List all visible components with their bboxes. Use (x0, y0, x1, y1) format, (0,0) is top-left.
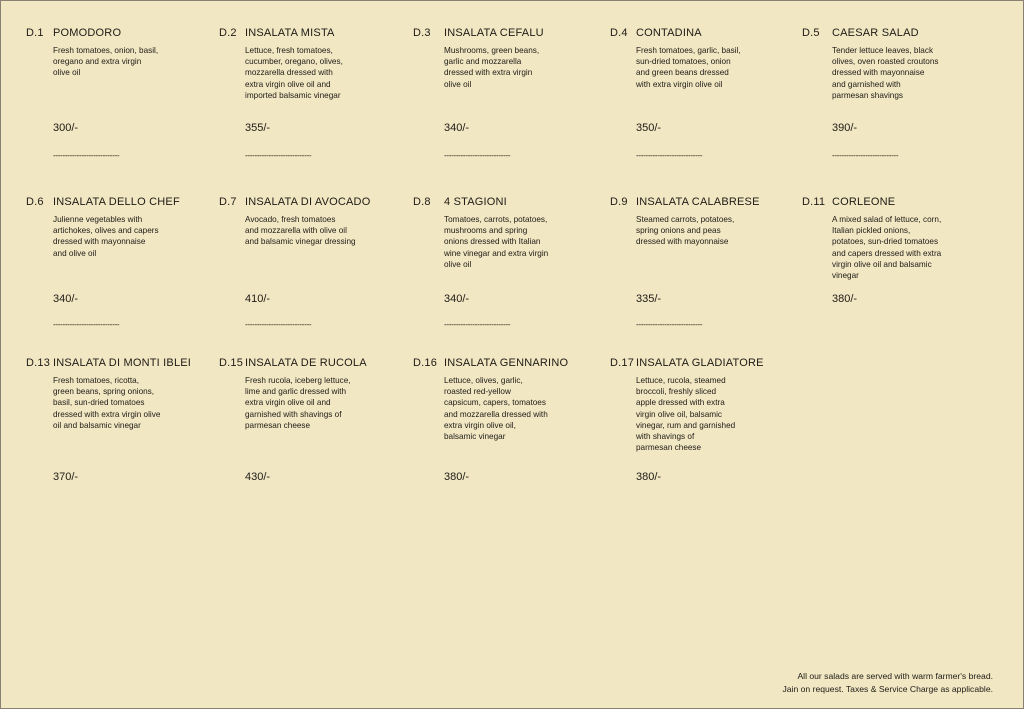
description-line: Fresh tomatoes, onion, basil, (53, 46, 159, 55)
item-price: 340/- (53, 293, 79, 305)
description-line: and green beans dressed (636, 68, 729, 78)
item-name: 4 STAGIONI (444, 196, 507, 208)
description-line: Avocado, fresh tomatoes (245, 215, 336, 224)
dashed-separator: ---------------------------- (636, 151, 703, 160)
item-code: D.3 (413, 27, 431, 39)
description-line: garnished with shavings of (245, 409, 342, 419)
description-line: Lettuce, fresh tomatoes, (245, 46, 333, 55)
description-line: and mozzarella with olive oil (245, 226, 347, 236)
item-description (636, 375, 735, 453)
item-price: 380/- (636, 471, 662, 483)
description-line: capsicum, capers, tomatoes (444, 398, 546, 408)
item-code: D.1 (26, 27, 44, 39)
item-name: INSALATA GENNARINO (444, 357, 569, 369)
dashed-separator: ---------------------------- (53, 320, 120, 329)
item-description (53, 214, 159, 259)
description-line: Lettuce, rucola, steamed (636, 376, 726, 385)
description-line: extra virgin olive oil and (245, 79, 331, 89)
description-line: roasted red-yellow (444, 387, 511, 397)
item-code: D.11 (802, 196, 826, 208)
description-line: A mixed salad of lettuce, corn, (832, 215, 942, 224)
item-description (444, 214, 548, 270)
item-code: D.4 (610, 27, 628, 39)
item-code: D.2 (219, 27, 237, 39)
description-line: lime and garlic dressed with (245, 387, 347, 397)
description-line: parmesan shavings (832, 90, 903, 100)
item-price: 340/- (444, 293, 470, 305)
item-name: INSALATA DELLO CHEF (53, 196, 180, 208)
description-line: imported balsamic vinegar (245, 90, 341, 100)
description-line: onions dressed with Italian (444, 237, 541, 247)
description-line: Tender lettuce leaves, black (832, 46, 934, 55)
item-code: D.6 (26, 196, 44, 208)
description-line: dressed with mayonnaise (53, 237, 146, 247)
item-name: POMODORO (53, 27, 122, 39)
footer-line-1: All our salads are served with warm farmer's bread. (797, 671, 993, 681)
item-price: 380/- (832, 293, 858, 305)
description-line: garlic and mozzarella (444, 57, 522, 67)
description-line: extra virgin olive oil, (444, 420, 516, 430)
item-price: 340/- (444, 122, 470, 134)
description-line: oregano and extra virgin (53, 57, 142, 67)
description-line: Julienne vegetables with (53, 215, 143, 224)
item-name: INSALATA MISTA (245, 27, 335, 39)
item-price: 370/- (53, 471, 79, 483)
description-line: basil, sun-dried tomatoes (53, 398, 145, 408)
item-name: CORLEONE (832, 196, 896, 208)
description-line: olive oil (53, 68, 81, 78)
description-line: parmesan cheese (245, 420, 311, 430)
item-name: INSALATA GLADIATORE (636, 357, 764, 369)
description-line: olive oil (444, 79, 472, 89)
description-line: dressed with mayonnaise (636, 237, 729, 247)
description-line: spring onions and peas (636, 226, 721, 236)
item-description (832, 214, 941, 281)
description-line: balsamic vinegar (444, 432, 506, 442)
item-price: 410/- (245, 293, 271, 305)
item-description (832, 45, 939, 101)
item-code: D.13 (26, 357, 51, 369)
description-line: Italian pickled onions, (832, 226, 911, 236)
item-description (636, 214, 734, 248)
item-description (245, 214, 356, 248)
description-line: virgin olive oil, balsamic (636, 409, 723, 419)
dashed-separator: ---------------------------- (444, 151, 511, 160)
description-line: with shavings of (636, 432, 695, 442)
item-name: INSALATA CALABRESE (636, 196, 760, 208)
description-line: oil and balsamic vinegar (53, 420, 141, 430)
item-code: D.7 (219, 196, 237, 208)
dashed-separator: ---------------------------- (53, 151, 120, 160)
item-code: D.8 (413, 196, 431, 208)
item-price: 390/- (832, 122, 858, 134)
description-line: and capers dressed with extra (832, 248, 942, 258)
item-description (636, 45, 741, 90)
description-line: and garnished with (832, 79, 901, 89)
item-code: D.17 (610, 357, 635, 369)
dashed-separator: ---------------------------- (245, 151, 312, 160)
item-price: 300/- (53, 122, 79, 134)
description-line: sun-dried tomatoes, onion (636, 57, 731, 67)
description-line: wine vinegar and extra virgin (444, 248, 549, 258)
item-price: 380/- (444, 471, 470, 483)
description-line: cucumber, oregano, olives, (245, 57, 343, 67)
description-line: with extra virgin olive oil (636, 79, 723, 89)
description-line: dressed with mayonnaise (832, 68, 925, 78)
description-line: Fresh tomatoes, ricotta, (53, 376, 140, 385)
description-line: Fresh rucola, iceberg lettuce, (245, 376, 351, 385)
description-line: parmesan cheese (636, 443, 702, 453)
item-name: INSALATA DI MONTI IBLEI (53, 357, 192, 369)
item-description (53, 375, 160, 431)
item-name: CAESAR SALAD (832, 27, 919, 39)
description-line: dressed with extra virgin olive (53, 409, 161, 419)
description-line: vinegar, rum and garnished (636, 420, 736, 430)
dashed-separator: ---------------------------- (636, 320, 703, 329)
item-price: 335/- (636, 293, 662, 305)
description-line: olive oil (444, 259, 472, 269)
item-description (444, 375, 548, 442)
item-name: INSALATA DI AVOCADO (245, 196, 371, 208)
description-line: and olive oil (53, 248, 97, 258)
item-price: 430/- (245, 471, 271, 483)
item-description (245, 45, 343, 101)
description-line: mushrooms and spring (444, 226, 528, 236)
description-line: vinegar (832, 271, 859, 281)
description-line: Fresh tomatoes, garlic, basil, (636, 46, 741, 55)
description-line: and mozzarella dressed with (444, 409, 548, 419)
description-line: olives, oven roasted croutons (832, 57, 939, 67)
item-code: D.15 (219, 357, 244, 369)
item-name: CONTADINA (636, 27, 702, 39)
item-description (53, 45, 158, 79)
description-line: green beans, spring onions, (53, 387, 155, 397)
footer-note (782, 670, 993, 696)
item-code: D.16 (413, 357, 438, 369)
dashed-separator: ---------------------------- (832, 151, 899, 160)
item-name: INSALATA DE RUCOLA (245, 357, 367, 369)
item-code: D.9 (610, 196, 628, 208)
description-line: Mushrooms, green beans, (444, 46, 540, 55)
description-line: virgin olive oil and balsamic (832, 259, 932, 269)
dashed-separator: ---------------------------- (444, 320, 511, 329)
description-line: Lettuce, olives, garlic, (444, 376, 523, 385)
description-line: extra virgin olive oil and (245, 398, 331, 408)
description-line: Steamed carrots, potatoes, (636, 215, 735, 224)
item-price: 350/- (636, 122, 662, 134)
item-code: D.5 (802, 27, 820, 39)
description-line: apple dressed with extra (636, 398, 725, 408)
description-line: dressed with extra virgin (444, 68, 533, 78)
footer-line-2: Jain on request. Taxes & Service Charge as applicable. (782, 684, 993, 694)
description-line: broccoli, freshly sliced (636, 387, 717, 397)
dashed-separator: ---------------------------- (245, 320, 312, 329)
description-line: artichokes, olives and capers (53, 226, 159, 236)
description-line: potatoes, sun-dried tomatoes (832, 237, 939, 247)
description-line: Tomatoes, carrots, potatoes, (444, 215, 548, 224)
description-line: and balsamic vinegar dressing (245, 237, 356, 247)
item-description (444, 45, 539, 90)
item-description (245, 375, 351, 431)
item-name: INSALATA CEFALU (444, 27, 544, 39)
description-line: mozzarella dressed with (245, 68, 333, 78)
item-price: 355/- (245, 122, 271, 134)
